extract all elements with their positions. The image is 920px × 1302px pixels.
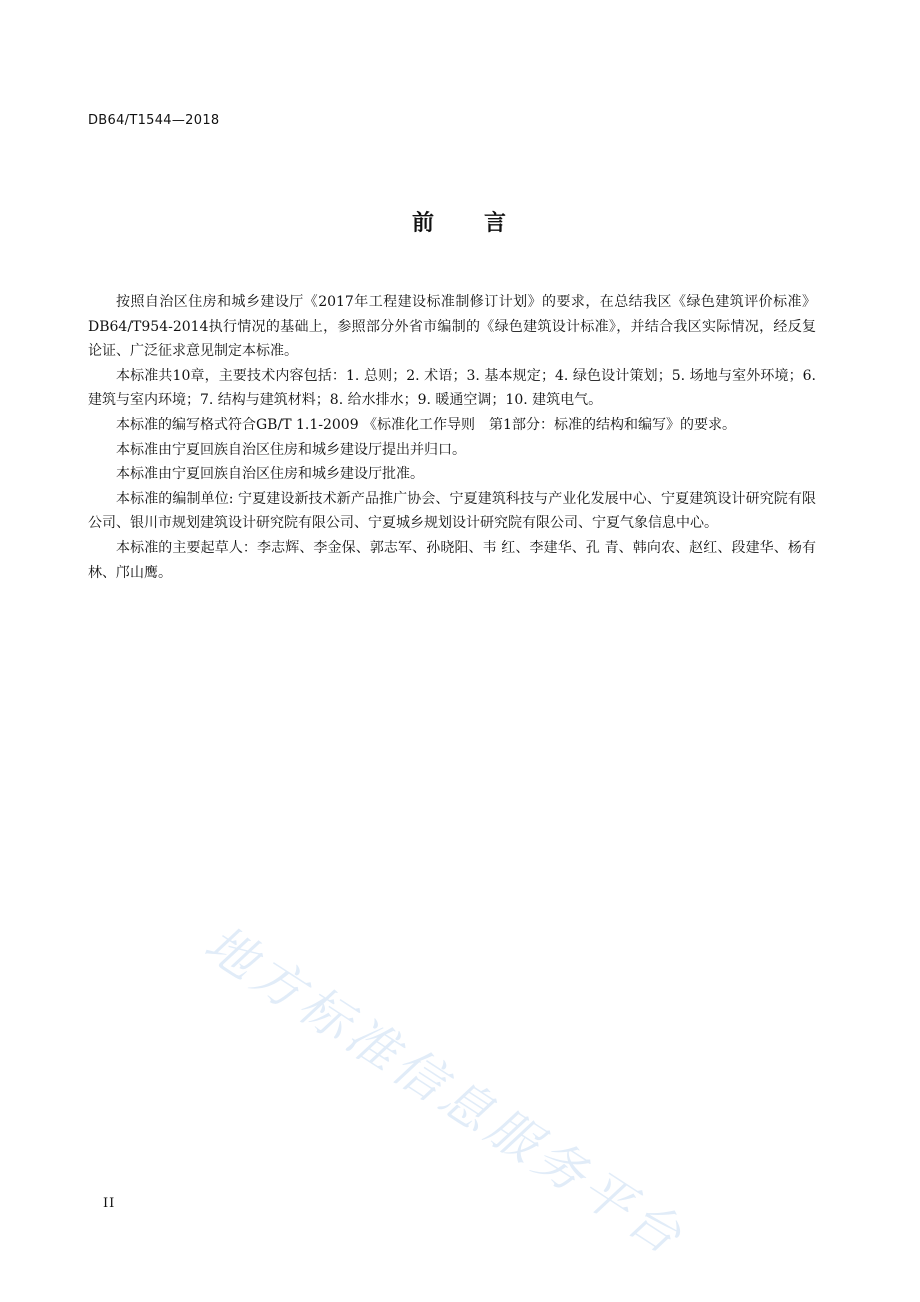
title-char-left: 前 bbox=[411, 211, 436, 236]
paragraph-drafters: 本标准的主要起草人：李志辉、李金保、郭志军、孙晓阳、韦 红、李建华、孔 青、韩向农、赵红、段建华、杨有林、邝山鹰。 bbox=[88, 539, 816, 581]
page-title bbox=[0, 206, 920, 237]
title-char-right: 言 bbox=[484, 211, 509, 236]
document-code: DB64/T1544—2018 bbox=[88, 113, 220, 128]
watermark: 地方标准信息服务平台 bbox=[194, 914, 696, 1268]
paragraph-approver: 本标准由宁夏回族自治区住房和城乡建设厅批准。 bbox=[116, 466, 424, 483]
paragraph-units: 本标准的编制单位: 宁夏建设新技术新产品推广协会、宁夏建筑科技与产业化发展中心、宁夏建筑设计研究院有限公司、银川市规划建筑设计研究院有限公司、宁夏城乡规划设计研究院有限公司、宁夏气象信息中心。 bbox=[88, 490, 816, 532]
paragraph-proposer: 本标准由宁夏回族自治区住房和城乡建设厅提出并归口。 bbox=[116, 441, 466, 458]
page-number: II bbox=[103, 1196, 116, 1211]
foreword-body bbox=[88, 290, 816, 585]
paragraph-background: 按照自治区住房和城乡建设厅《2017年工程建设标准制修订计划》的要求，在总结我区《绿色建筑评价标准》DB64/T954-2014执行情况的基础上，参照部分外省市编制的《绿色建筑设计标准》，并结合我区实际情况，经反复论证、广泛征求意见制定本标准。 bbox=[88, 294, 816, 360]
paragraph-format: 本标准的编写格式符合GB/T 1.1-2009 《标准化工作导则 第1部分：标准的结构和编写》的要求。 bbox=[116, 416, 736, 433]
paragraph-chapters: 本标准共10章，主要技术内容包括：1. 总则；2. 术语；3. 基本规定；4. 绿色设计策划；5. 场地与室外环境；6. 建筑与室内环境；7. 结构与建筑材料；8. 给水排水；9. 暖通空调；10. 建筑电气。 bbox=[88, 367, 816, 409]
